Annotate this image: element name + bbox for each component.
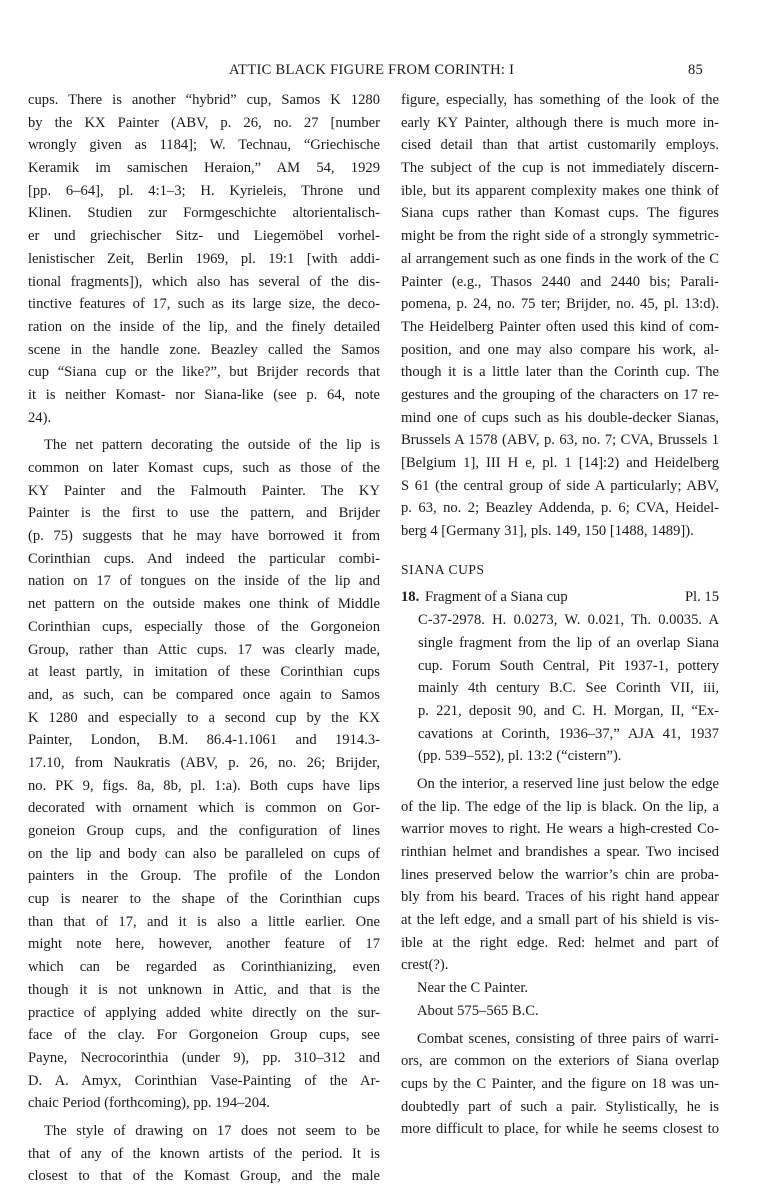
text-line: Group, rather than Attic cups. 17 was clearly made,: [28, 641, 380, 658]
text-line: 17.10, from Naukratis (ABV, p. 26, no. 26; Brijder,: [28, 754, 380, 771]
text-line: pomena, p. 24, no. 75 ter; Brijder, no. 45, pl. 13:d).: [401, 296, 719, 313]
text-line: On the interior, a reserved line just below the edge: [417, 775, 719, 792]
section-heading: SIANA CUPS: [401, 561, 485, 577]
text-line: berg 4 [Germany 31], pls. 149, 150 [1488, 1489]).: [401, 523, 694, 540]
text-line: ors, are common on the exteriors of Siana overlap: [401, 1053, 719, 1070]
text-line: Corinthian cups, especially those of the Gorgoneion: [28, 618, 380, 635]
text-line: Klinen. Studien zur Formgeschichte altorientalisch-: [28, 205, 380, 222]
text-line: no. PK 9, figs. 8a, 8b, pl. 1:a). Both cups have lips: [28, 777, 380, 794]
text-line: Painter, London, B.M. 86.4-1.1061 and 1914.3-: [28, 732, 380, 749]
text-line: net pattern on the outside makes one think of Middle: [28, 596, 380, 613]
text-line: lenistischer Zeit, Berlin 1969, pl. 19:1 [with addi-: [28, 250, 380, 267]
catalog-description-line: mainly 4th century B.C. See Corinth VII, iii,: [418, 680, 719, 697]
text-line: ration on the inside of the lip, and the finely detailed: [28, 318, 380, 335]
text-line: by the KX Painter (ABV, p. 26, no. 27 [number: [28, 114, 380, 131]
text-line: 24).: [28, 409, 52, 426]
text-line: lines preserved below the warrior’s chin are proba-: [401, 866, 719, 883]
text-line: Siana cups rather than Komast cups. The figures: [401, 205, 719, 222]
text-line: [Belgium 1], III H e, pl. 1 [14]:2) and Heidelberg: [401, 455, 719, 471]
text-line: The style of drawing on 17 does not seem to be: [44, 1122, 380, 1139]
text-line: common on later Komast cups, such as those of the: [28, 460, 380, 476]
plate-reference: Pl. 15: [684, 589, 719, 606]
text-line: The Heidelberg Painter often used this kind of com-: [401, 318, 719, 335]
text-line: scene in the handle zone. Beazley called the Samos: [28, 341, 380, 358]
text-line: on the lip and body can also be paralleled on cups of: [28, 845, 380, 862]
text-line: ible, but its apparent complexity makes one think of: [401, 182, 719, 199]
text-line: The subject of the cup is not immediately discern-: [401, 160, 719, 177]
catalog-entry-heading: [401, 586, 719, 609]
text-line: KY Painter and the Falmouth Painter. The KY: [28, 482, 380, 499]
catalog-description-line: cavations at Corinth, 1936–37,” AJA 41, 1937: [418, 725, 719, 742]
text-line: early KY Painter, although there is much more in-: [401, 114, 719, 131]
catalog-title: Fragment of a Siana cup: [425, 589, 568, 606]
text-line: cup “Siana cup or the like?”, but Brijder records that: [28, 364, 380, 381]
text-line: face of the clay. For Gorgoneion Group cups, see: [28, 1027, 380, 1044]
text-line: wrongly given as 1184]; W. Technau, “Griechische: [28, 137, 380, 154]
catalog-number: 18.: [401, 589, 420, 606]
text-line: Corinthian cups. And indeed the particular combi-: [28, 550, 380, 567]
text-line: Keramik im samischen Heraion,” AM 54, 1929: [28, 160, 380, 177]
text-line: K 1280 and especially to a second cup by the KX: [28, 709, 380, 726]
catalog-description-line: p. 221, deposit 90, and C. H. Morgan, II, “Ex-: [418, 702, 719, 719]
text-line: Brussels A 1578 (ABV, p. 63, no. 7; CVA, Brussels 1: [401, 432, 719, 449]
left-column: [28, 89, 380, 1188]
text-line: al arrangement such as one finds in the work of the C: [401, 250, 719, 267]
text-line: that of any of the known artists of the period. It is: [28, 1145, 380, 1162]
attribution: Near the C Painter.: [417, 980, 529, 997]
text-line: though it is a little later than the Corinth cup. The: [401, 364, 719, 381]
text-line: at least partly, in imitation of these Corinthian cups: [28, 664, 380, 681]
text-line: practice of applying added white directly on the sur-: [28, 1004, 380, 1021]
text-line: painters in the Group. The profile of the London: [28, 868, 380, 885]
text-line: S 61 (the central group of side A particularly; ABV,: [401, 477, 719, 494]
catalog-description-line: (pp. 539–552), pl. 13:2 (“cistern”).: [418, 748, 622, 765]
text-line: er und griechischer Sitz- und Liegemöbel vorhel-: [28, 228, 380, 245]
text-line: it is neither Komast- nor Siana-like (see p. 64, note: [28, 386, 380, 403]
text-line: which can be regarded as Corinthianizing, even: [28, 959, 380, 976]
text-line: cup is nearer to the shape of the Corinthian cups: [28, 891, 380, 908]
page-number: 85: [688, 62, 704, 78]
running-title: ATTIC BLACK FIGURE FROM CORINTH: I: [229, 62, 515, 78]
catalog-description-line: single fragment from the lip of an overlap Siana: [418, 634, 719, 651]
text-line: and, as such, can be compared once again to Samos: [28, 686, 380, 703]
text-line: cups. There is another “hybrid” cup, Samos K 1280: [28, 92, 380, 108]
text-line: might be from the right side of a strongly symmetric-: [401, 228, 719, 245]
text-line: tional fragments]), which also has several of the dis-: [28, 273, 380, 290]
text-line: though it is not unknown in Attic, and that is the: [28, 981, 380, 998]
text-line: D. A. Amyx, Corinthian Vase-Painting of the Ar-: [28, 1072, 380, 1089]
text-line: bly from his beard. Traces of his right hand appear: [401, 889, 719, 906]
text-line: [pp. 6–64], pl. 4:1–3; H. Kyrieleis, Throne und: [28, 182, 380, 199]
text-line: than that of 17, and it is also a little earlier. One: [28, 913, 380, 930]
text-line: more difficult to place, for while he seems closest to: [401, 1121, 719, 1138]
catalog-description-line: cup. Forum South Central, Pit 1937-1, pottery: [418, 657, 719, 674]
right-column: [401, 89, 719, 1141]
text-line: at the left edge, and a small part of his shield is vis-: [401, 912, 719, 929]
text-line: crest(?).: [401, 957, 449, 974]
text-line: of the lip. The edge of the lip is black. On the lip, a: [401, 798, 719, 815]
text-line: decorated with ornament which is common on Gor-: [28, 800, 380, 817]
text-line: closest to that of the Komast Group, and the male: [28, 1168, 380, 1185]
text-line: might note here, however, another feature of 17: [28, 936, 380, 953]
text-line: The net pattern decorating the outside of the lip is: [44, 437, 380, 454]
text-line: tinctive features of 17, such as its large size, the deco-: [28, 296, 380, 313]
text-line: rinthian helmet and brandishes a spear. Two incised: [401, 844, 719, 860]
text-line: gestures and the grouping of the characters on 17 re-: [401, 386, 719, 403]
text-line: cups by the C Painter, and the figure on 18 was un-: [401, 1075, 719, 1092]
text-line: nation on 17 of tongues on the inside of the lip and: [28, 573, 380, 590]
text-line: position, and one may also compare his work, al-: [401, 341, 719, 358]
date: About 575–565 B.C.: [417, 1002, 539, 1019]
catalog-description-line: C-37-2978. H. 0.0273, W. 0.021, Th. 0.0035. A: [418, 612, 719, 629]
text-line: goneion Group cups, and the configuration of lines: [28, 823, 380, 839]
text-line: (p. 75) suggests that he may have borrowed it from: [28, 528, 380, 545]
text-line: chaic Period (forthcoming), pp. 194–204.: [28, 1095, 270, 1112]
text-line: warrior moves to right. He wears a high-crested Co-: [401, 821, 719, 838]
text-line: Painter is the first to use the pattern, and Brijder: [28, 505, 380, 522]
text-line: Payne, Necrocorinthia (under 9), pp. 310–312 and: [28, 1049, 380, 1066]
text-line: cised detail than that artist customarily employs.: [401, 137, 719, 154]
text-line: p. 63, no. 2; Beazley Addenda, p. 6; CVA, Heidel-: [401, 500, 719, 517]
running-head: [0, 62, 780, 82]
text-line: Combat scenes, consisting of three pairs of warri-: [417, 1030, 719, 1047]
text-line: mind one of cups such as his double-decker Sianas,: [401, 409, 719, 426]
text-line: Painter (e.g., Thasos 2440 and 2440 bis; Parali-: [401, 273, 719, 290]
text-line: doubtedly part of such a pair. Stylistically, he is: [401, 1098, 719, 1115]
text-line: ible at the right edge. Red: helmet and part of: [401, 934, 719, 951]
text-line: figure, especially, has something of the look of the: [401, 92, 719, 108]
